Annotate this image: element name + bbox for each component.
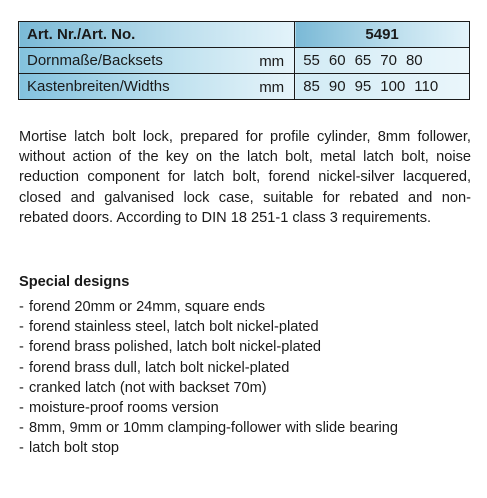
list-item: - forend brass polished, latch bolt nickel-plated bbox=[19, 337, 471, 357]
backsets-unit: mm bbox=[259, 53, 285, 70]
list-item: - forend stainless steel, latch bolt nickel-plated bbox=[19, 317, 471, 337]
backsets-label: Dornmaße/Backsets bbox=[27, 52, 163, 69]
list-item: - cranked latch (not with backset 70m) bbox=[19, 378, 471, 398]
backset-value: 60 bbox=[328, 52, 346, 69]
list-item: - latch bolt stop bbox=[19, 438, 471, 458]
table-row-backsets bbox=[19, 48, 470, 74]
table-row-widths bbox=[19, 74, 470, 100]
width-value: 95 bbox=[354, 78, 372, 95]
width-value: 110 bbox=[414, 78, 439, 95]
backset-value: 55 bbox=[303, 52, 320, 69]
special-designs-list bbox=[19, 297, 471, 459]
product-description: Mortise latch bolt lock, prepared for profile cylinder, 8mm follower, without action of the key on the latch bolt, metal latch bolt, noise reduction component for latch bolt, forend nickel-silver lacquered, closed and galvanised lock case, suitable for rebated and non-rebated doors. According to DIN 18 251-1 class 3 requirements. bbox=[19, 129, 471, 226]
spec-table bbox=[18, 21, 470, 100]
list-item: - 8mm, 9mm or 10mm clamping-follower with slide bearing bbox=[19, 418, 471, 438]
backset-value: 70 bbox=[380, 52, 397, 69]
widths-values bbox=[295, 74, 470, 100]
article-number-value: 5491 bbox=[295, 22, 470, 48]
widths-label-cell bbox=[19, 74, 295, 100]
table-header-row bbox=[19, 22, 470, 48]
width-value: 90 bbox=[328, 78, 346, 95]
list-item: - moisture-proof rooms version bbox=[19, 398, 471, 418]
article-number-label: Art. Nr./Art. No. bbox=[19, 22, 295, 48]
backset-value: 80 bbox=[405, 52, 423, 69]
width-value: 85 bbox=[303, 78, 320, 95]
widths-label: Kastenbreiten/Widths bbox=[27, 78, 170, 95]
backsets-label-cell bbox=[19, 48, 295, 74]
list-item: - forend 20mm or 24mm, square ends bbox=[19, 297, 471, 317]
width-value: 100 bbox=[380, 78, 406, 95]
list-item: - forend brass dull, latch bolt nickel-plated bbox=[19, 358, 471, 378]
special-designs-title: Special designs bbox=[19, 274, 130, 290]
backsets-values bbox=[295, 48, 470, 74]
widths-unit: mm bbox=[259, 79, 285, 96]
backset-value: 65 bbox=[354, 52, 372, 69]
